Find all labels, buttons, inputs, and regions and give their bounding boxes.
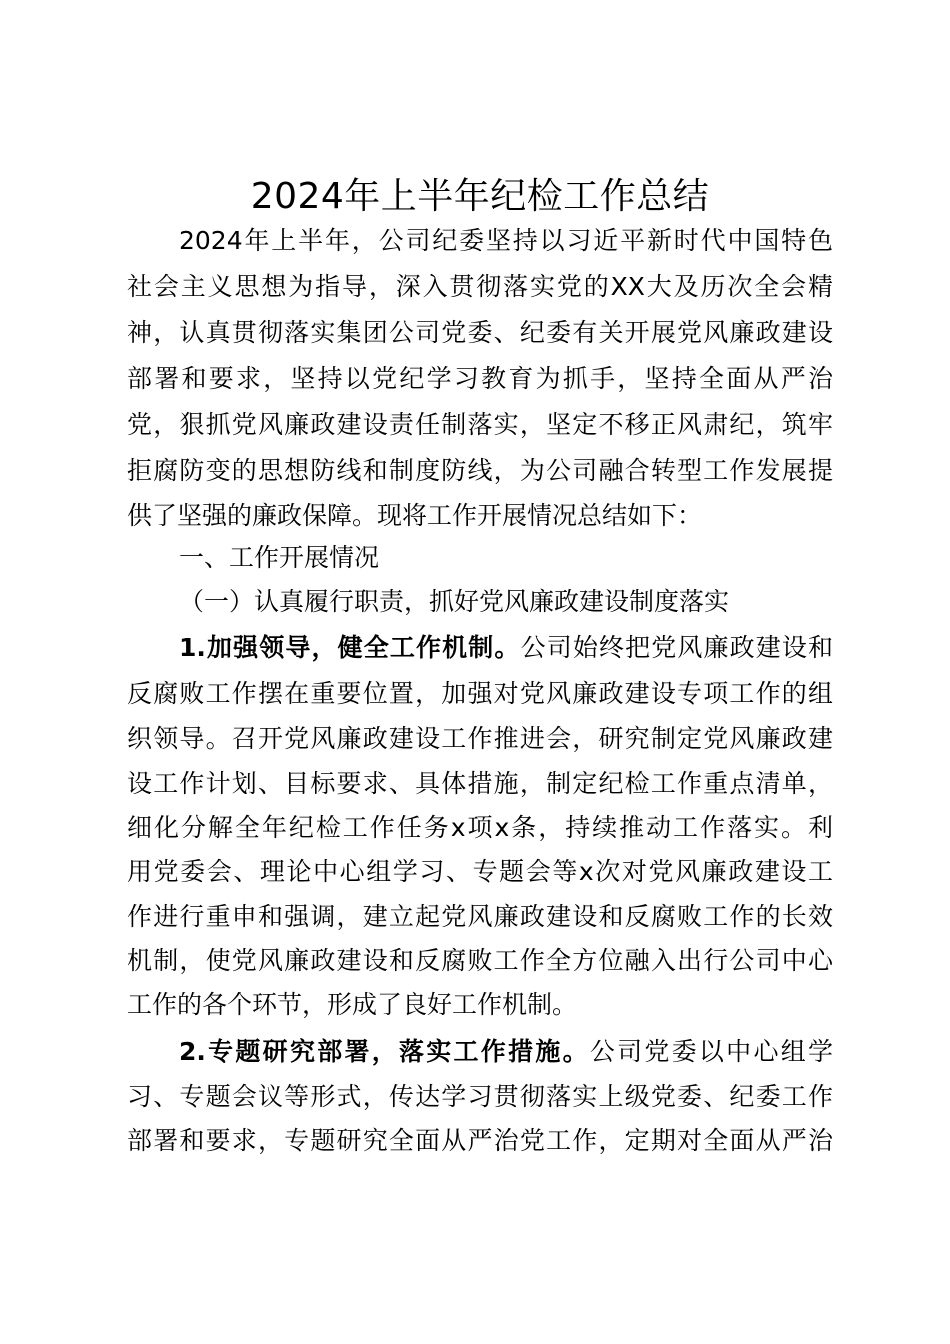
intro-line: 社会主义思想为指导，深入贯彻落实党的XX大及历次全会精 (127, 272, 833, 301)
intro-line: 供了坚强的廉政保障。现将工作开展情况总结如下： (127, 501, 703, 530)
item1-text: 公司始终把党风廉政建设和 (520, 633, 833, 662)
item1-heading: 1.加强领导，健全工作机制。 (179, 633, 521, 662)
intro-line: 部署和要求，坚持以党纪学习教育为抓手，坚持全面从严治 (127, 364, 833, 393)
item2-heading: 2.专题研究部署，落实工作措施。 (179, 1037, 590, 1066)
item2-line: 习、专题会议等形式，传达学习贯彻落实上级党委、纪委工作 (127, 1082, 833, 1111)
intro-line: 2024年上半年，公司纪委坚持以习近平新时代中国特色 (179, 226, 833, 255)
item2-text: 公司党委以中心组学 (589, 1037, 833, 1066)
item1-line: 设工作计划、目标要求、具体措施，制定纪检工作重点清单， (127, 769, 833, 798)
item2-line: 部署和要求，专题研究全面从严治党工作，定期对全面从严治 (127, 1126, 833, 1155)
item1-line: 用党委会、理论中心组学习、专题会等x次对党风廉政建设工 (127, 857, 833, 886)
item1-line: 织领导。召开党风廉政建设工作推进会，研究制定党风廉政建 (127, 724, 833, 753)
item1-line: 细化分解全年纪检工作任务x项x条，持续推动工作落实。利 (127, 813, 833, 842)
item1-line: 反腐败工作摆在重要位置，加强对党风廉政建设专项工作的组 (127, 679, 833, 708)
section-heading: 一、工作开展情况 (179, 543, 380, 572)
intro-line: 拒腐防变的思想防线和制度防线，为公司融合转型工作发展提 (127, 456, 833, 485)
item1-line (179, 626, 833, 670)
item1-line: 工作的各个环节，形成了良好工作机制。 (127, 990, 578, 1019)
intro-line: 神，认真贯彻落实集团公司党委、纪委有关开展党风廉政建设 (127, 318, 833, 347)
document-title: 2024年上半年纪检工作总结 (250, 176, 710, 217)
item2-line (179, 1030, 833, 1074)
item1-line: 机制，使党风廉政建设和反腐败工作全方位融入出行公司中心 (127, 946, 833, 975)
subsection-heading: （一）认真履行职责，抓好党风廉政建设制度落实 (179, 587, 730, 616)
intro-line: 党，狠抓党风廉政建设责任制落实，坚定不移正风肃纪，筑牢 (127, 410, 833, 439)
item1-line: 作进行重申和强调，建立起党风廉政建设和反腐败工作的长效 (127, 902, 833, 931)
